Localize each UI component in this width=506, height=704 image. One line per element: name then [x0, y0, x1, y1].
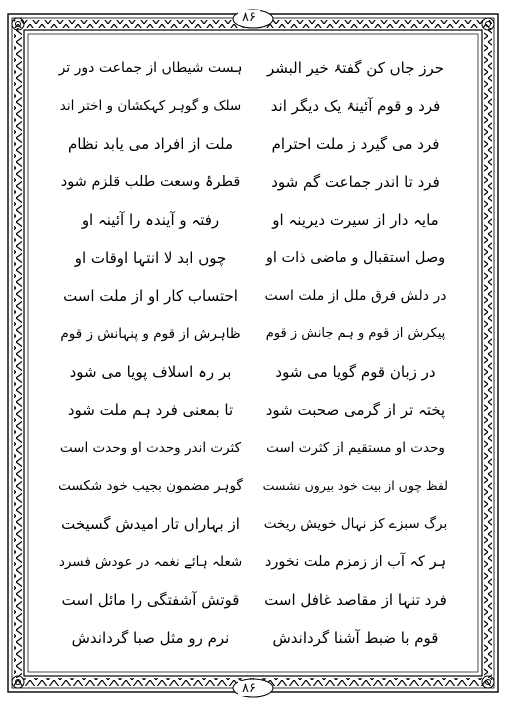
misra-first: برگ سبزے کز نہال خویش ریخت: [263, 516, 448, 532]
misra-second: نرم رو مثل صبا گرداندش: [71, 629, 230, 647]
page-number-top: ۸۶: [238, 10, 260, 25]
couplet: [58, 316, 448, 352]
misra-second: ہست شیطاں از جماعت دور تر: [58, 60, 243, 76]
couplet: [58, 354, 448, 390]
couplet: [58, 164, 448, 200]
misra-first: فرد می گیرد ز ملت احترام: [271, 135, 440, 153]
misra-first: فرد تنہا از مقاصد غافل است: [264, 591, 447, 609]
misra-second: گوہر مضمون بجیب خود شکست: [58, 478, 243, 494]
misra-first: لفظ چوں از بیت خود بیروں نشست: [262, 478, 448, 493]
page-number-bottom: ۸۶: [238, 681, 260, 696]
couplet: [58, 202, 448, 238]
verse-column: [58, 50, 448, 660]
couplet: [58, 430, 448, 466]
misra-second: قطرۂ وسعت طلب قلزم شود: [60, 174, 241, 190]
couplet: [58, 582, 448, 618]
misra-second: ملت از افراد می یابد نظام: [67, 135, 234, 153]
couplet: [58, 50, 448, 86]
couplet: [58, 468, 448, 504]
couplet: [58, 126, 448, 162]
misra-first: وحدت او مستقیم از کثرت است: [266, 440, 445, 456]
misra-first: در زبان قوم گویا می شود: [275, 363, 436, 381]
misra-second: قوتش آشفتگی را مائل است: [61, 591, 240, 609]
misra-second: چوں ابد لا انتہا اوقات او: [74, 249, 227, 267]
couplet: [58, 506, 448, 542]
misra-second: شعلہ ہائے نغمہ در عودش فسرد: [58, 554, 243, 570]
misra-second: احتساب کار او از ملت است: [63, 287, 238, 305]
misra-first: در دلش فرق ملل از ملت است: [264, 288, 447, 304]
misra-second: بر رہ اسلاف پویا می شود: [69, 363, 232, 381]
misra-first: حرز جاں کن گفتۂ خیر البشر: [266, 59, 445, 77]
misra-second: رفتہ و آیندہ را آئینہ او: [81, 211, 220, 229]
border-right-band: [484, 28, 492, 678]
couplet: [58, 544, 448, 580]
couplet: [58, 392, 448, 428]
misra-first: مایہ دار از سیرت دیرینہ او: [272, 211, 439, 229]
couplet: [58, 240, 448, 276]
misra-first: ہر کہ آب از زمزم ملت نخورد: [264, 554, 447, 570]
misra-second: کثرت اندر وحدت او وحدت است: [59, 440, 242, 456]
misra-first: فرد تا اندر جماعت گم شود: [271, 173, 440, 191]
couplet: [58, 278, 448, 314]
misra-first: پیکرش از قوم و ہم جانش ز قوم: [265, 326, 446, 341]
misra-second: سلک و گوہر کہکشان و اختر اند: [59, 98, 242, 114]
border-left-band: [14, 28, 22, 678]
misra-second: تا بمعنی فرد ہم ملت شود: [67, 401, 234, 419]
misra-first: پختہ تر از گرمی صحبت شود: [265, 401, 446, 419]
misra-first: قوم با ضبط آشنا گرداندش: [272, 629, 439, 647]
couplet: [58, 620, 448, 656]
couplet: [58, 88, 448, 124]
misra-first: وصل استقبال و ماضی ذات او: [265, 250, 446, 266]
misra-second: ظاہرش از قوم و پنہانش ز قوم: [60, 326, 241, 342]
misra-first: فرد و قوم آئینۂ یک دیگر اند: [270, 97, 441, 115]
misra-second: از بہاراں تار امیدش گسیخت: [61, 515, 240, 533]
